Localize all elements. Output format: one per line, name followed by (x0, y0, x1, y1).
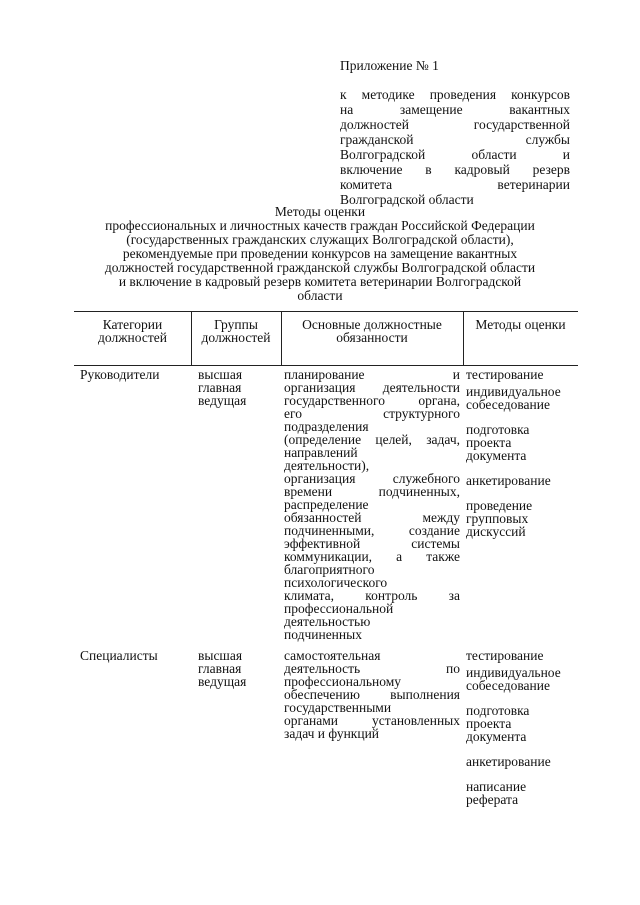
title-line: профессиональных и личностных качеств граждан Российской Федерации (105, 218, 535, 233)
method-item: тестирование (466, 367, 544, 382)
appendix-line: комитета ветеринарии (340, 177, 570, 192)
table-header-rule (74, 365, 578, 366)
document-title (70, 205, 570, 303)
header-category: Категории должностей (98, 317, 167, 345)
method-item: подготовка проекта документа (466, 422, 530, 463)
appendix-block (340, 58, 570, 207)
method-item: написание реферата (466, 779, 527, 807)
row-category: Специалисты (80, 648, 158, 663)
method-item: индивидуальное собеседование (466, 384, 561, 412)
method-item: анкетирование (466, 754, 551, 769)
method-item: анкетирование (466, 473, 551, 488)
appendix-line: на замещение вакантных (340, 102, 570, 117)
header-methods: Методы оценки (475, 317, 566, 332)
appendix-line: гражданской службы (340, 132, 570, 147)
row-duties: самостоятельная деятельность по профессиональному обеспечению выполнения государственными органами установленных задач и функций (284, 648, 460, 741)
title-line: и включение в кадровый резерв комитета ветеринарии Волгоградской (118, 274, 522, 289)
appendix-line: Волгоградской области (340, 192, 474, 207)
title-heading: Методы оценки (274, 204, 366, 219)
method-item: индивидуальное собеседование (466, 665, 561, 693)
appendix-line: Волгоградской области и (340, 147, 570, 162)
header-duties: Основные должностные обязанности (302, 317, 442, 345)
table-top-rule (74, 311, 578, 312)
title-line: рекомендуемые при проведении конкурсов на замещение вакантных (122, 246, 518, 261)
row-category: Руководители (80, 367, 160, 382)
row-methods (466, 649, 578, 818)
row-groups: высшая главная ведущая (198, 367, 247, 408)
appendix-line: к методике проведения конкурсов (340, 87, 570, 102)
header-group: Группы должностей (201, 317, 271, 345)
appendix-number: Приложение № 1 (340, 58, 439, 73)
method-item: проведение групповых дискуссий (466, 498, 533, 539)
row-methods (466, 368, 578, 550)
title-line: области (297, 288, 343, 303)
method-item: тестирование (466, 648, 544, 663)
title-line: (государственных гражданских служащих Волгоградской области), (126, 232, 514, 247)
row-groups: высшая главная ведущая (198, 648, 247, 689)
title-line: должностей государственной гражданской службы Волгоградской области (104, 260, 536, 275)
method-item: подготовка проекта документа (466, 703, 530, 744)
appendix-line: включение в кадровый резерв (340, 162, 570, 177)
row-duties: планирование и организация деятельности государственного органа, его структурного подразделения (определение целей, задач, направлений деятельности), организация служебного времени подчиненных, распределение обязанностей между подчиненными, создание эффективной системы коммуникации, а также благоприятного психологического климата, контроль за профессиональной деятельностью подчиненных (284, 367, 460, 642)
appendix-line: должностей государственной (340, 117, 570, 132)
